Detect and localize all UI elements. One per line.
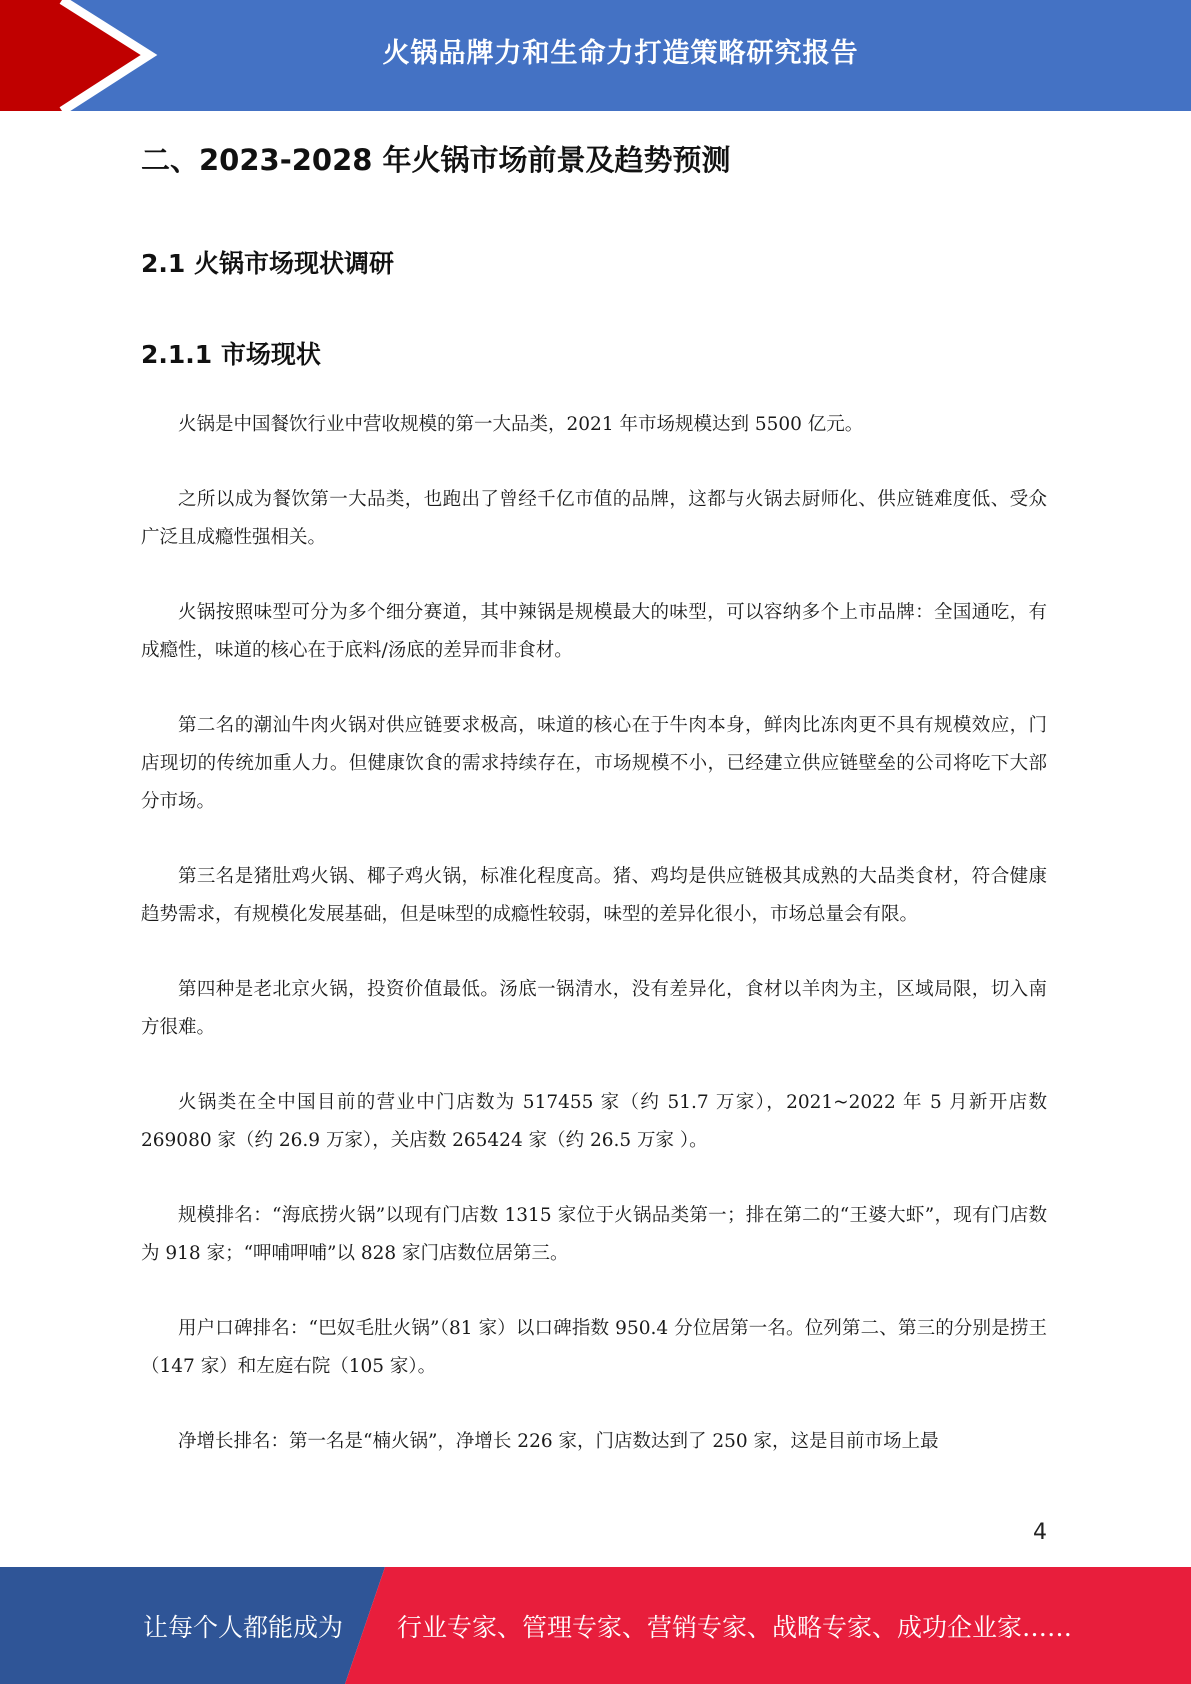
footer-slogan-left: 让每个人都能成为 bbox=[143, 1612, 344, 1642]
page-number: 4 bbox=[1033, 1520, 1047, 1545]
body-text bbox=[141, 406, 1047, 1498]
paragraph: 火锅按照味型可分为多个细分赛道，其中辣锅是规模最大的味型，可以容纳多个上市品牌：全国通吃，有成瘾性，味道的核心在于底料/汤底的差异而非食材。 bbox=[141, 602, 1047, 661]
paragraph: 之所以成为餐饮第一大品类，也跑出了曾经千亿市值的品牌，这都与火锅去厨师化、供应链难度低、受众广泛且成瘾性强相关。 bbox=[141, 489, 1047, 548]
paragraph: 净增长排名：第一名是“楠火锅”，净增长 226 家，门店数达到了 250 家，这是目前市场上最 bbox=[178, 1431, 939, 1452]
paragraph: 火锅是中国餐饮行业中营收规模的第一大品类，2021 年市场规模达到 5500 亿元。 bbox=[178, 414, 864, 435]
paragraph: 火锅类在全中国目前的营业中门店数为 517455 家（约 51.7 万家），2021~2022 年 5 月新开店数 269080 家（约 26.9 万家），关店数 265424 家（约 26.5 万家 ）。 bbox=[141, 1092, 1047, 1151]
report-title: 火锅品牌力和生命力打造策略研究报告 bbox=[382, 37, 859, 69]
footer-slogan-right: 行业专家、管理专家、营销专家、战略专家、成功企业家…… bbox=[397, 1612, 1073, 1642]
paragraph: 用户口碑排名：“巴奴毛肚火锅”（81 家）以口碑指数 950.4 分位居第一名。位列第二、第三的分别是捞王（147 家）和左庭右院（105 家）。 bbox=[141, 1318, 1047, 1377]
subsection-heading: 2.1 火锅市场现状调研 bbox=[141, 249, 394, 278]
subsubsection-heading: 2.1.1 市场现状 bbox=[141, 340, 321, 369]
page-footer bbox=[0, 1567, 1191, 1684]
paragraph: 第三名是猪肚鸡火锅、椰子鸡火锅，标准化程度高。猪、鸡均是供应链极其成熟的大品类食材，符合健康趋势需求，有规模化发展基础，但是味型的成瘾性较弱，味型的差异化很小，市场总量会有限。 bbox=[141, 866, 1047, 925]
section-heading: 二、2023-2028 年火锅市场前景及趋势预测 bbox=[141, 143, 731, 177]
paragraph: 规模排名：“海底捞火锅”以现有门店数 1315 家位于火锅品类第一；排在第二的“王婆大虾”，现有门店数为 918 家；“呷哺呷哺”以 828 家门店数位居第三。 bbox=[141, 1205, 1047, 1264]
page-header bbox=[0, 0, 1191, 111]
paragraph: 第二名的潮汕牛肉火锅对供应链要求极高，味道的核心在于牛肉本身，鲜肉比冻肉更不具有规模效应，门店现切的传统加重人力。但健康饮食的需求持续存在，市场规模不小，已经建立供应链壁垒的公司将吃下大部分市场。 bbox=[141, 715, 1047, 812]
paragraph: 第四种是老北京火锅，投资价值最低。汤底一锅清水，没有差异化，食材以羊肉为主，区域局限，切入南方很难。 bbox=[141, 979, 1047, 1038]
